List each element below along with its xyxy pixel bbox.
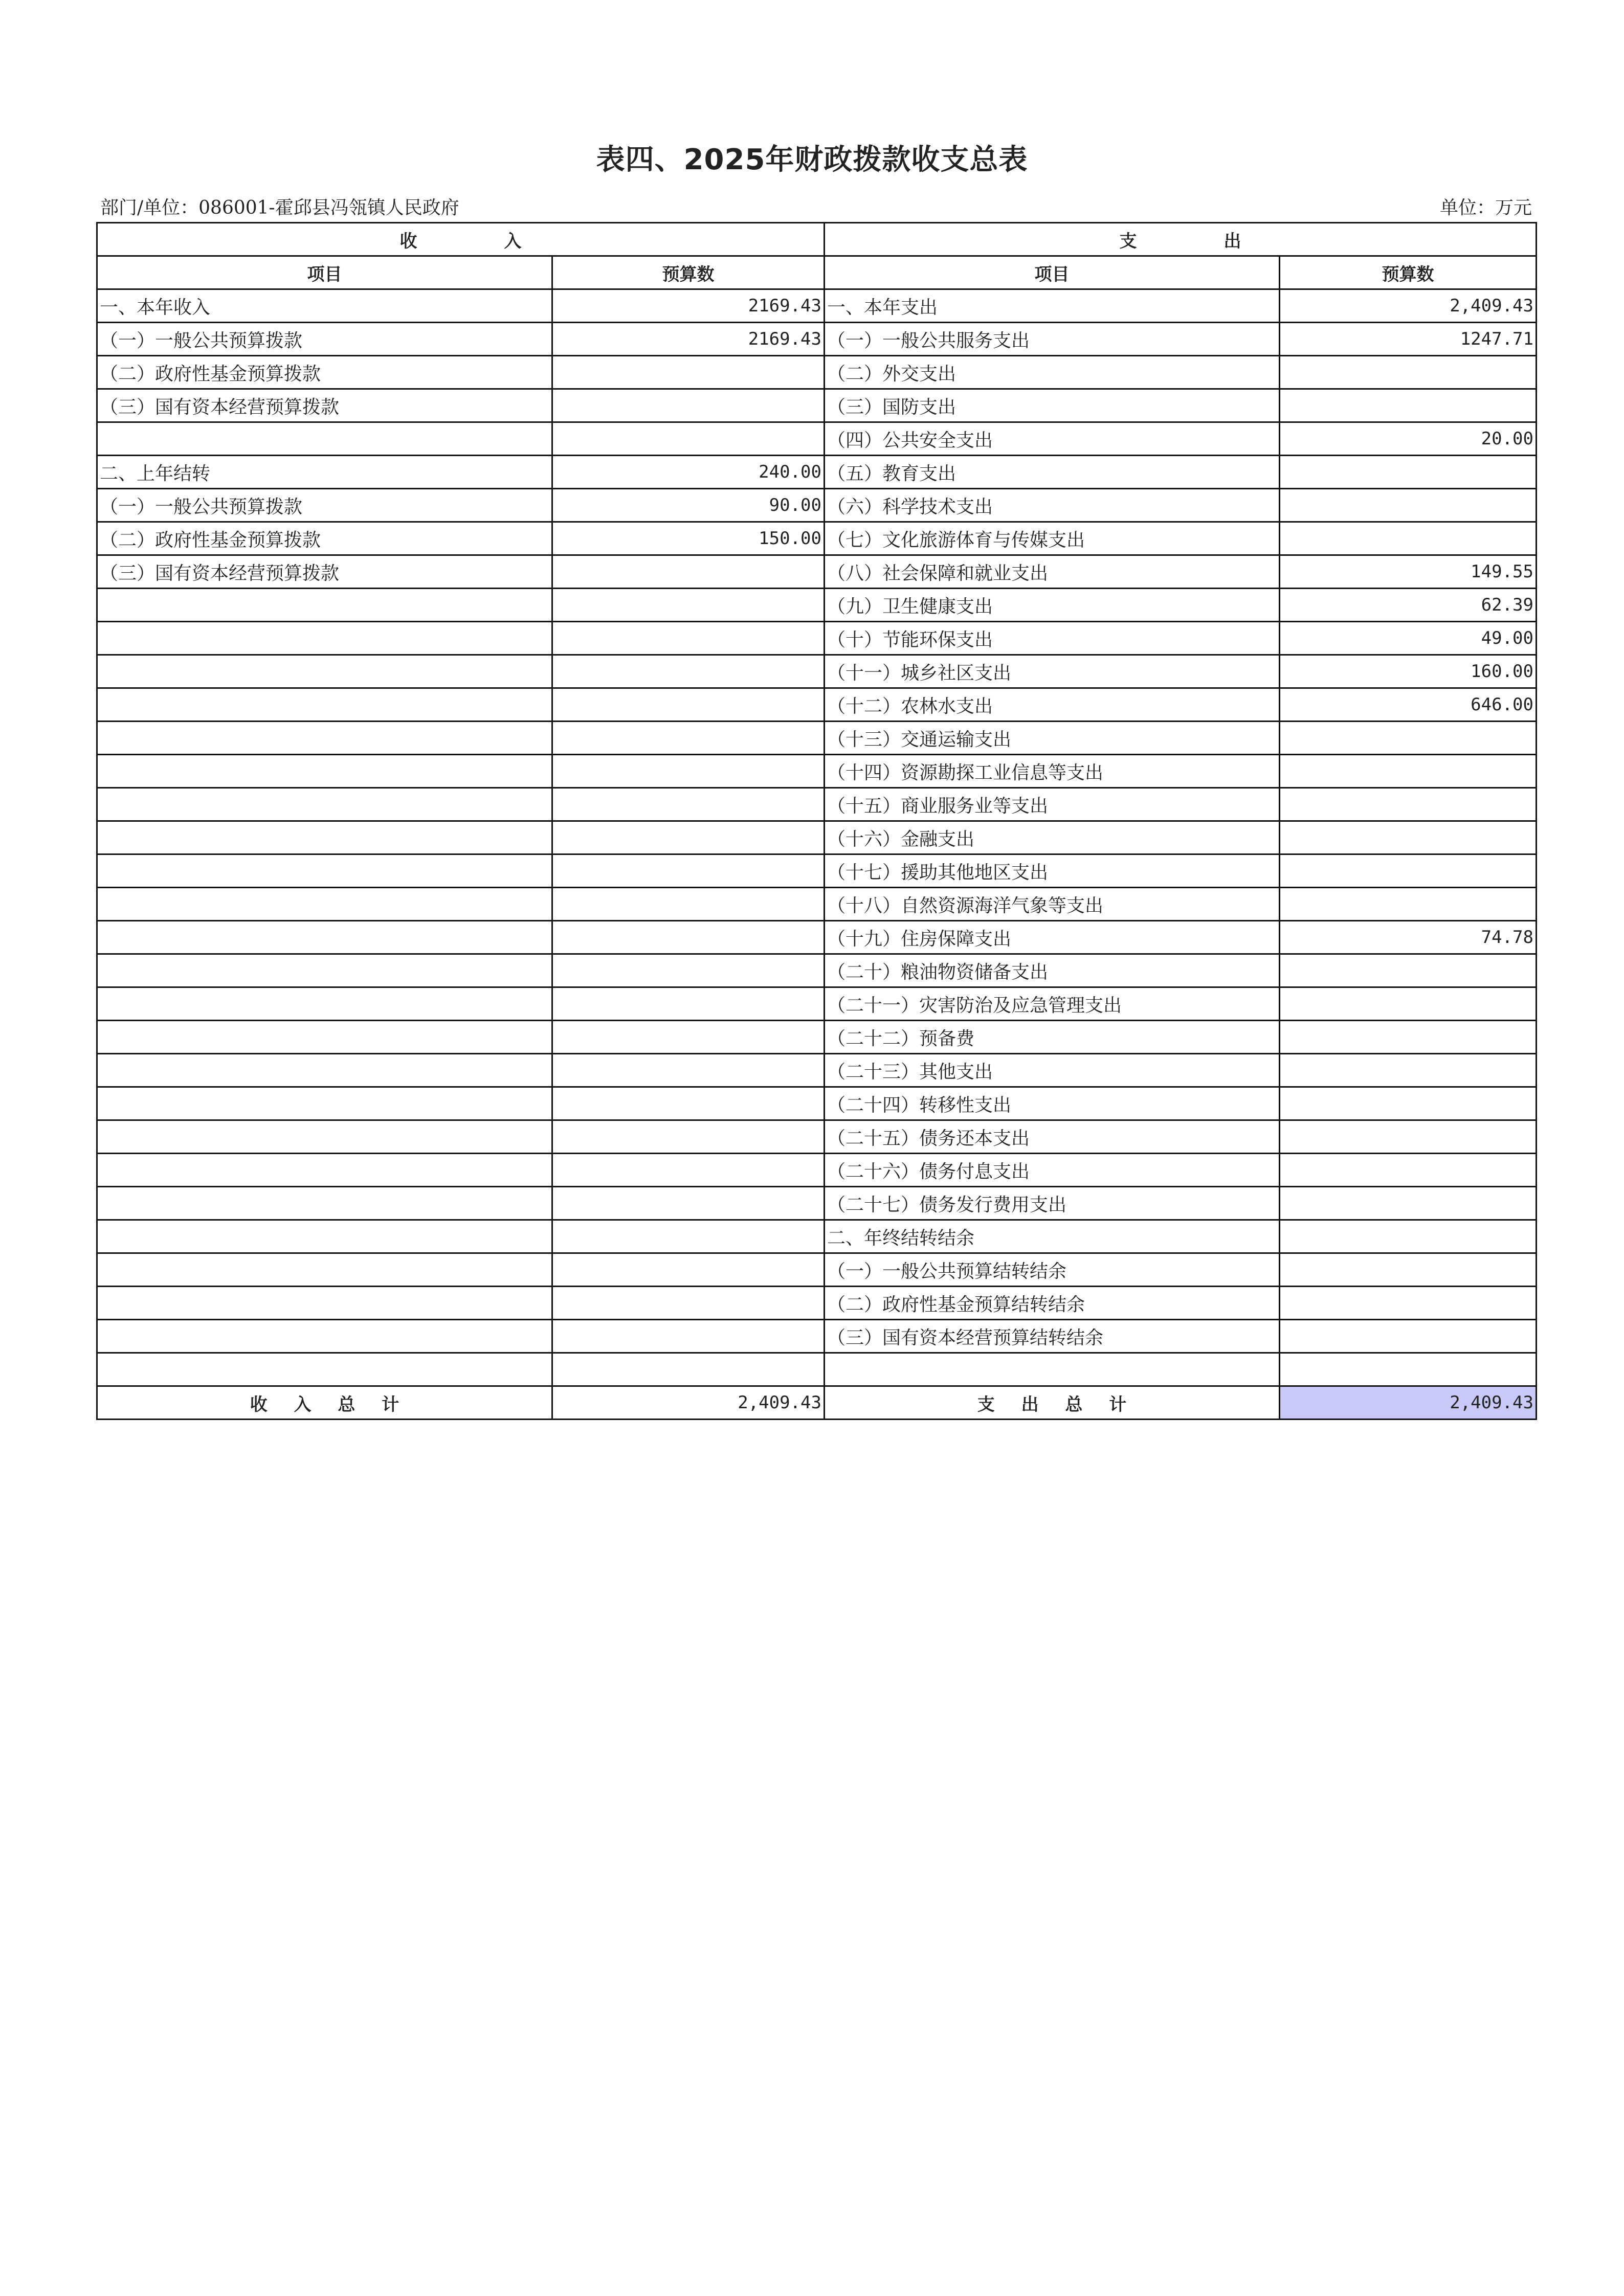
income-amount-cell[interactable]: [552, 722, 825, 755]
income-item-cell[interactable]: （三）国有资本经营预算拨款: [97, 389, 552, 422]
income-amount-cell[interactable]: [552, 622, 825, 655]
income-amount-cell[interactable]: [552, 1353, 825, 1386]
table-row: [97, 854, 1537, 888]
income-amount-cell[interactable]: [552, 854, 825, 888]
income-item-cell[interactable]: （二）政府性基金预算拨款: [97, 356, 552, 389]
expense-amount-cell[interactable]: [1280, 954, 1537, 987]
income-amount-cell[interactable]: 2169.43: [552, 289, 825, 323]
income-item-cell[interactable]: [97, 722, 552, 755]
expense-amount-cell[interactable]: [1280, 489, 1537, 522]
expense-amount-header: 预算数: [1280, 256, 1537, 289]
expense-amount-cell[interactable]: [1280, 788, 1537, 821]
income-item-cell[interactable]: （三）国有资本经营预算拨款: [97, 555, 552, 589]
table-row: [97, 1054, 1537, 1087]
income-amount-cell[interactable]: [552, 1120, 825, 1154]
expense-amount-cell[interactable]: 646.00: [1280, 688, 1537, 722]
income-item-cell[interactable]: [97, 755, 552, 788]
table-row: [97, 1353, 1537, 1386]
table-row: [97, 356, 1537, 389]
expense-amount-cell[interactable]: [1280, 1120, 1537, 1154]
table-row: [97, 1287, 1537, 1320]
income-item-cell[interactable]: 二、上年结转: [97, 456, 552, 489]
income-item-cell[interactable]: [97, 422, 552, 456]
expense-amount-cell[interactable]: 74.78: [1280, 921, 1537, 954]
income-amount-cell[interactable]: [552, 755, 825, 788]
expense-total-label: 支 出 总 计: [825, 1386, 1280, 1420]
income-amount-cell[interactable]: [552, 1021, 825, 1054]
income-item-cell[interactable]: [97, 987, 552, 1021]
income-item-cell[interactable]: [97, 622, 552, 655]
income-amount-cell[interactable]: [552, 1287, 825, 1320]
expense-amount-cell[interactable]: [1280, 1353, 1537, 1386]
expense-item-cell[interactable]: （二十四）转移性支出: [825, 1087, 1280, 1120]
table-row: [97, 1187, 1537, 1220]
income-amount-cell[interactable]: [552, 1087, 825, 1120]
income-amount-cell[interactable]: [552, 1253, 825, 1287]
table-row: [97, 555, 1537, 589]
table-row: [97, 456, 1537, 489]
expense-item-cell[interactable]: （九）卫生健康支出: [825, 589, 1280, 622]
table-row: [97, 888, 1537, 921]
income-item-cell[interactable]: （二）政府性基金预算拨款: [97, 522, 552, 555]
income-amount-cell[interactable]: [552, 1320, 825, 1353]
income-amount-cell[interactable]: [552, 888, 825, 921]
income-total-label: 收 入 总 计: [97, 1386, 552, 1420]
income-amount-cell[interactable]: [552, 389, 825, 422]
income-amount-cell[interactable]: [552, 1187, 825, 1220]
income-item-cell[interactable]: 一、本年收入: [97, 289, 552, 323]
expense-amount-cell[interactable]: [1280, 1054, 1537, 1087]
income-item-cell[interactable]: [97, 821, 552, 854]
department-label: 部门/单位：086001-霍邱县冯瓴镇人民政府: [100, 197, 459, 218]
income-item-cell[interactable]: [97, 1021, 552, 1054]
expense-item-cell[interactable]: （一）一般公共服务支出: [825, 323, 1280, 356]
expense-item-cell[interactable]: [825, 1353, 1280, 1386]
table-row: [97, 323, 1537, 356]
expense-item-cell[interactable]: （十四）资源勘探工业信息等支出: [825, 755, 1280, 788]
table-row: [97, 1021, 1537, 1054]
expense-item-cell[interactable]: （五）教育支出: [825, 456, 1280, 489]
expense-item-cell[interactable]: （二十一）灾害防治及应急管理支出: [825, 987, 1280, 1021]
income-amount-cell[interactable]: [552, 688, 825, 722]
table-row: [97, 688, 1537, 722]
group-header-row: [97, 223, 1537, 256]
income-item-cell[interactable]: [97, 1353, 552, 1386]
expense-item-cell[interactable]: （四）公共安全支出: [825, 422, 1280, 456]
income-item-cell[interactable]: [97, 589, 552, 622]
expense-item-cell[interactable]: （十九）住房保障支出: [825, 921, 1280, 954]
table-row: [97, 1154, 1537, 1187]
expense-item-cell[interactable]: （六）科学技术支出: [825, 489, 1280, 522]
table-row: [97, 722, 1537, 755]
expense-amount-cell[interactable]: [1280, 1087, 1537, 1120]
table-row: [97, 622, 1537, 655]
table-row: [97, 655, 1537, 688]
income-amount-cell[interactable]: 240.00: [552, 456, 825, 489]
income-item-cell[interactable]: [97, 1220, 552, 1253]
table-row: [97, 1087, 1537, 1120]
income-item-cell[interactable]: [97, 1054, 552, 1087]
expense-amount-cell[interactable]: [1280, 722, 1537, 755]
expense-item-cell[interactable]: （七）文化旅游体育与传媒支出: [825, 522, 1280, 555]
expense-amount-cell[interactable]: 62.39: [1280, 589, 1537, 622]
expense-item-cell[interactable]: （二）外交支出: [825, 356, 1280, 389]
expense-amount-cell[interactable]: [1280, 854, 1537, 888]
expense-amount-cell[interactable]: [1280, 356, 1537, 389]
table-row: [97, 788, 1537, 821]
expense-item-cell[interactable]: （二十二）预备费: [825, 1021, 1280, 1054]
expense-amount-cell[interactable]: [1280, 1320, 1537, 1353]
income-item-header: 项目: [97, 256, 552, 289]
unit-label: 单位：万元: [1439, 197, 1532, 218]
expense-amount-cell[interactable]: 160.00: [1280, 655, 1537, 688]
income-amount-cell[interactable]: [552, 987, 825, 1021]
expense-item-header: 项目: [825, 256, 1280, 289]
expense-item-cell[interactable]: （十五）商业服务业等支出: [825, 788, 1280, 821]
income-amount-cell[interactable]: [552, 1054, 825, 1087]
income-amount-header: 预算数: [552, 256, 825, 289]
income-amount-cell[interactable]: 90.00: [552, 489, 825, 522]
expense-amount-cell[interactable]: 2,409.43: [1280, 289, 1537, 323]
income-amount-cell[interactable]: [552, 422, 825, 456]
expense-item-cell[interactable]: （二十五）债务还本支出: [825, 1120, 1280, 1154]
income-item-cell[interactable]: [97, 1320, 552, 1353]
income-amount-cell[interactable]: [552, 1220, 825, 1253]
expense-item-cell[interactable]: （二十六）债务付息支出: [825, 1154, 1280, 1187]
column-header-row: [97, 256, 1537, 289]
expense-item-cell[interactable]: （二十）粮油物资储备支出: [825, 954, 1280, 987]
table-row: [97, 1220, 1537, 1253]
income-amount-cell[interactable]: [552, 1154, 825, 1187]
expense-amount-cell[interactable]: [1280, 1021, 1537, 1054]
income-amount-cell[interactable]: [552, 555, 825, 589]
income-item-cell[interactable]: [97, 1287, 552, 1320]
income-item-cell[interactable]: [97, 688, 552, 722]
expense-amount-cell[interactable]: [1280, 522, 1537, 555]
page-title: 表四、2025年财政拨款收支总表: [596, 143, 1028, 176]
table-row: [97, 522, 1537, 555]
expense-amount-cell[interactable]: [1280, 1154, 1537, 1187]
table-row: [97, 289, 1537, 323]
table-row: [97, 755, 1537, 788]
table-row: [97, 489, 1537, 522]
expense-item-cell[interactable]: （十二）农林水支出: [825, 688, 1280, 722]
expense-amount-cell[interactable]: 49.00: [1280, 622, 1537, 655]
income-group-header: 收 入: [97, 223, 825, 256]
table-row: [97, 821, 1537, 854]
expense-total-value[interactable]: 2,409.43: [1280, 1386, 1537, 1420]
totals-row: [97, 1386, 1537, 1420]
expense-item-cell[interactable]: （十八）自然资源海洋气象等支出: [825, 888, 1280, 921]
income-total-value: 2,409.43: [552, 1386, 825, 1420]
income-amount-cell[interactable]: [552, 788, 825, 821]
expense-group-header: 支 出: [825, 223, 1537, 256]
expense-amount-cell[interactable]: [1280, 1220, 1537, 1253]
budget-table: [96, 222, 1537, 1420]
expense-amount-cell[interactable]: [1280, 1253, 1537, 1287]
expense-amount-cell[interactable]: [1280, 456, 1537, 489]
income-item-cell[interactable]: [97, 655, 552, 688]
expense-item-cell[interactable]: 一、本年支出: [825, 289, 1280, 323]
expense-item-cell[interactable]: （二十七）债务发行费用支出: [825, 1187, 1280, 1220]
expense-amount-cell[interactable]: [1280, 755, 1537, 788]
table-body: [97, 289, 1537, 1386]
expense-item-cell[interactable]: （三）国有资本经营预算结转结余: [825, 1320, 1280, 1353]
expense-item-cell[interactable]: （十六）金融支出: [825, 821, 1280, 854]
table-row: [97, 1320, 1537, 1353]
income-amount-cell[interactable]: [552, 655, 825, 688]
income-item-cell[interactable]: [97, 954, 552, 987]
table-row: [97, 422, 1537, 456]
expense-item-cell[interactable]: （二十三）其他支出: [825, 1054, 1280, 1087]
expense-amount-cell[interactable]: 149.55: [1280, 555, 1537, 589]
income-amount-cell[interactable]: [552, 821, 825, 854]
table-row: [97, 954, 1537, 987]
income-amount-cell[interactable]: [552, 921, 825, 954]
income-item-cell[interactable]: （一）一般公共预算拨款: [97, 489, 552, 522]
income-item-cell[interactable]: [97, 1154, 552, 1187]
expense-amount-cell[interactable]: [1280, 821, 1537, 854]
expense-item-cell[interactable]: （一）一般公共预算结转结余: [825, 1253, 1280, 1287]
expense-amount-cell[interactable]: [1280, 987, 1537, 1021]
income-item-cell[interactable]: [97, 1120, 552, 1154]
income-amount-cell[interactable]: [552, 356, 825, 389]
expense-item-cell[interactable]: （三）国防支出: [825, 389, 1280, 422]
expense-amount-cell[interactable]: [1280, 1287, 1537, 1320]
table-row: [97, 921, 1537, 954]
income-item-cell[interactable]: [97, 1187, 552, 1220]
income-item-cell[interactable]: [97, 1253, 552, 1287]
income-item-cell[interactable]: （一）一般公共预算拨款: [97, 323, 552, 356]
income-amount-cell[interactable]: 2169.43: [552, 323, 825, 356]
table-row: [97, 987, 1537, 1021]
expense-item-cell[interactable]: （十七）援助其他地区支出: [825, 854, 1280, 888]
expense-item-cell[interactable]: 二、年终结转结余: [825, 1220, 1280, 1253]
expense-amount-cell[interactable]: 20.00: [1280, 422, 1537, 456]
income-item-cell[interactable]: [97, 1087, 552, 1120]
expense-item-cell[interactable]: （八）社会保障和就业支出: [825, 555, 1280, 589]
expense-item-cell[interactable]: （十三）交通运输支出: [825, 722, 1280, 755]
income-amount-cell[interactable]: [552, 589, 825, 622]
income-item-cell[interactable]: [97, 788, 552, 821]
expense-amount-cell[interactable]: [1280, 1187, 1537, 1220]
income-item-cell[interactable]: [97, 854, 552, 888]
table-row: [97, 589, 1537, 622]
income-amount-cell[interactable]: [552, 954, 825, 987]
expense-amount-cell[interactable]: [1280, 389, 1537, 422]
income-item-cell[interactable]: [97, 888, 552, 921]
expense-item-cell[interactable]: （十）节能环保支出: [825, 622, 1280, 655]
income-amount-cell[interactable]: 150.00: [552, 522, 825, 555]
income-item-cell[interactable]: [97, 921, 552, 954]
expense-item-cell[interactable]: （二）政府性基金预算结转结余: [825, 1287, 1280, 1320]
expense-amount-cell[interactable]: 1247.71: [1280, 323, 1537, 356]
expense-item-cell[interactable]: （十一）城乡社区支出: [825, 655, 1280, 688]
table-row: [97, 1253, 1537, 1287]
table-row: [97, 1120, 1537, 1154]
table-row: [97, 389, 1537, 422]
expense-amount-cell[interactable]: [1280, 888, 1537, 921]
